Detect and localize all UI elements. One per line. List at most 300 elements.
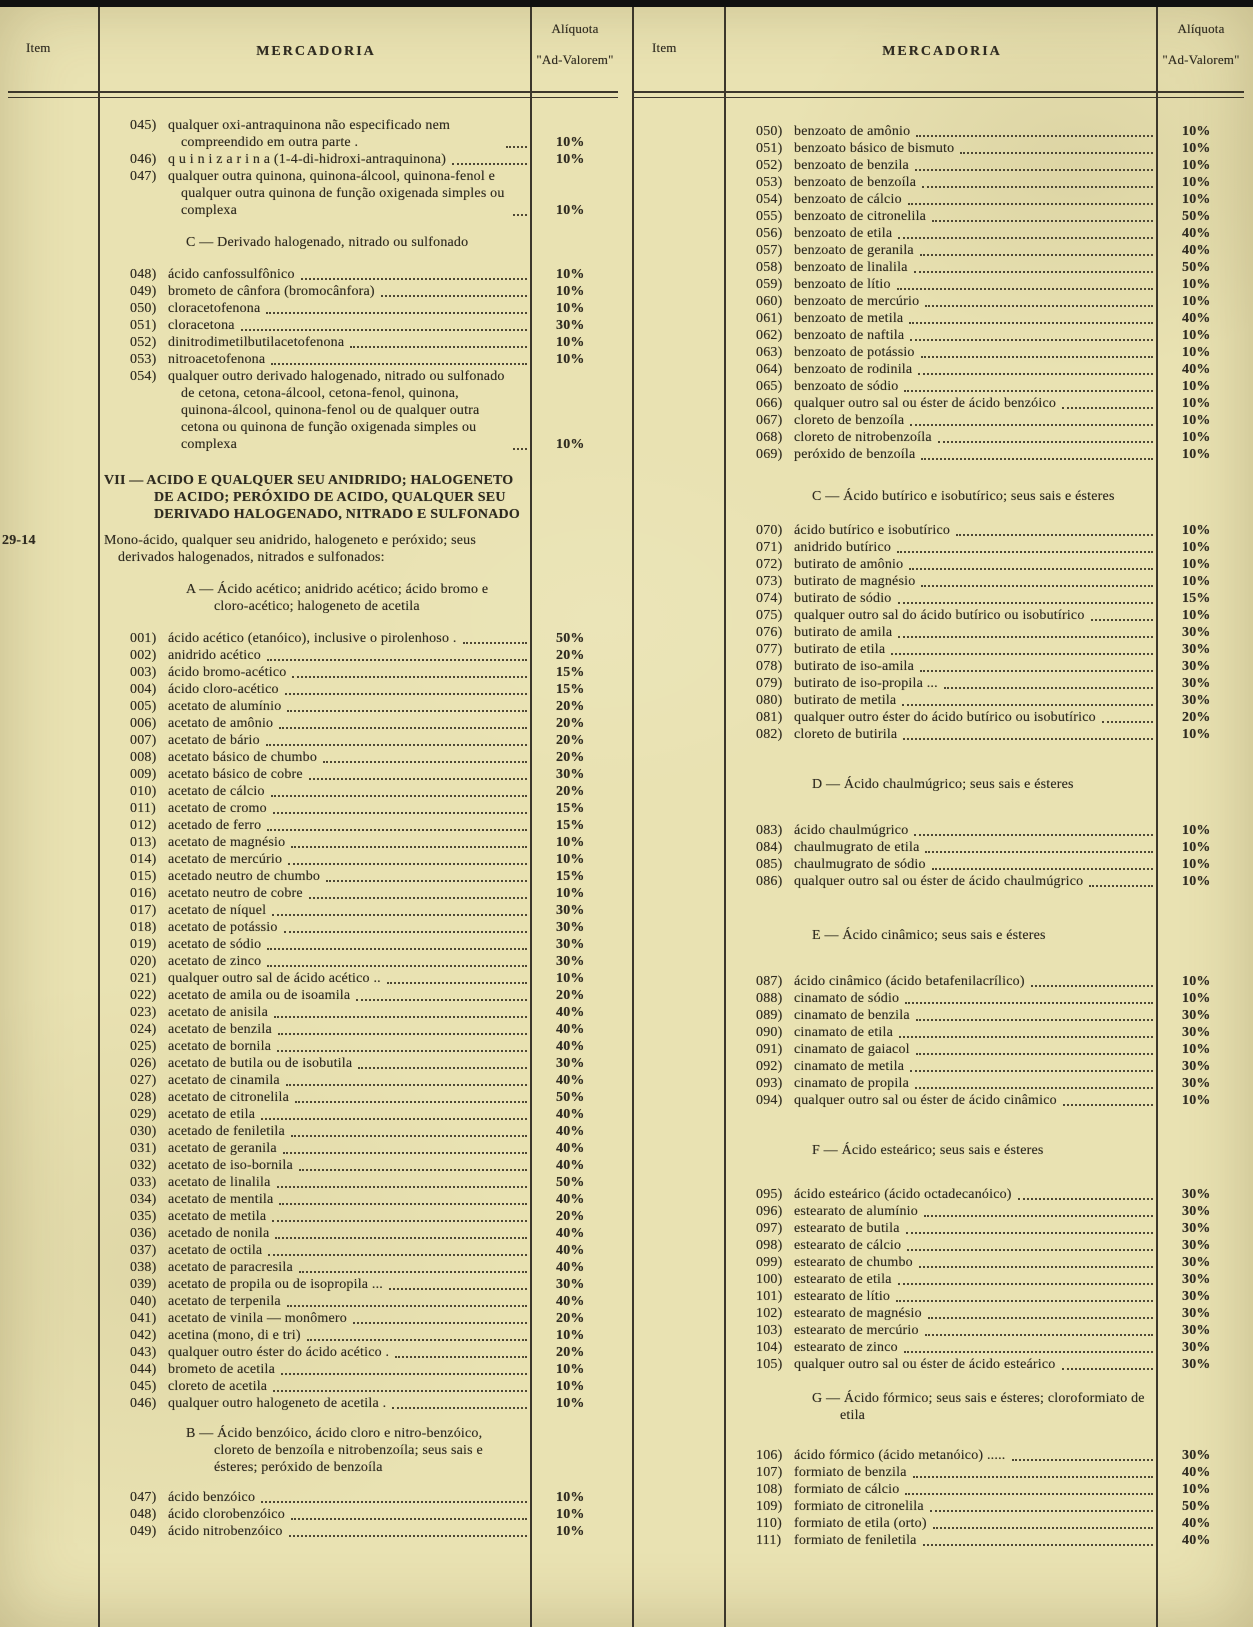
entry-description: anidrido butírico	[794, 540, 892, 555]
tariff-entry-row	[130, 987, 618, 1004]
entry-rate: 40%	[556, 1192, 585, 1207]
tariff-entry-row	[756, 1447, 1244, 1464]
entry-rate: 40%	[556, 1158, 585, 1173]
dot-leader	[350, 346, 527, 348]
entry-description: acetato de magnésio	[168, 835, 286, 850]
entry-rate: 10%	[556, 267, 585, 282]
dot-leader	[279, 727, 527, 729]
tariff-entry-row	[756, 1186, 1244, 1203]
dot-leader	[956, 534, 1153, 536]
entry-description: ácido bromo-acético	[168, 665, 287, 680]
entry-number: 057)	[756, 243, 783, 258]
entry-rate: 30%	[1182, 1076, 1211, 1091]
dot-leader	[898, 237, 1153, 239]
entry-number: 016)	[130, 886, 157, 901]
tariff-entry-row	[756, 344, 1244, 361]
dot-leader	[287, 1305, 527, 1307]
item-column-header: Item	[652, 40, 677, 55]
entry-rate: 40%	[1182, 1533, 1211, 1548]
entry-number: 091)	[756, 1042, 783, 1057]
entry-description: benzoato básico de bismuto	[794, 141, 955, 156]
tariff-entry-row	[756, 726, 1244, 743]
entry-rate: 30%	[1182, 1204, 1211, 1219]
entry-rate: 20%	[556, 784, 585, 799]
entry-rate: 10%	[1182, 727, 1211, 742]
tariff-entry-row	[130, 266, 618, 283]
entry-rate: 40%	[556, 1294, 585, 1309]
entry-rate: 30%	[556, 920, 585, 935]
entry-rate: 30%	[556, 318, 585, 333]
subsection-heading: G — Ácido fórmico; seus sais e ésteres; cloroformiato de etila	[812, 1391, 1145, 1423]
entry-rate: 40%	[556, 1073, 585, 1088]
dot-leader	[908, 203, 1153, 205]
mercadoria-header: MERCADORIA	[256, 44, 376, 59]
entry-rate: 50%	[1182, 209, 1211, 224]
tariff-entry-row	[756, 1464, 1244, 1481]
tariff-entry-row	[130, 919, 618, 936]
entry-rate: 10%	[1182, 379, 1211, 394]
tariff-entry-row	[130, 1106, 618, 1123]
entry-description: qualquer outro sal de ácido acético ..	[168, 971, 381, 986]
entry-number: 073)	[756, 574, 783, 589]
spacer	[756, 508, 1244, 522]
entry-number: 092)	[756, 1059, 783, 1074]
tariff-entry-row	[130, 1225, 618, 1242]
entry-rate: 10%	[1182, 840, 1211, 855]
entry-description: cinamato de sódio	[794, 991, 900, 1006]
tariff-entry-row	[756, 1271, 1244, 1288]
dot-leader	[914, 834, 1153, 836]
entry-description: acetato básico de cobre	[168, 767, 303, 782]
entry-description: acetato de propila ou de isopropila ...	[168, 1277, 384, 1292]
tariff-entry-row	[756, 174, 1244, 191]
tariff-entry-row	[756, 675, 1244, 692]
entry-number: 048)	[130, 1507, 157, 1522]
entry-number: 014)	[130, 852, 157, 867]
entry-description: estearato de alumínio	[794, 1204, 918, 1219]
entry-number: 053)	[130, 352, 157, 367]
spacer	[756, 796, 1244, 822]
entry-description: benzoato de etila	[794, 226, 893, 241]
entry-description: acetado de feniletila	[168, 1124, 285, 1139]
entry-description: ácido nitrobenzóico	[168, 1524, 283, 1539]
tariff-entry-row	[130, 1259, 618, 1276]
spacer	[130, 618, 618, 630]
entry-number: 079)	[756, 676, 783, 691]
tariff-entry-row	[756, 1220, 1244, 1237]
tariff-entry-row	[130, 1293, 618, 1310]
dot-leader	[267, 829, 527, 831]
entry-number: 089)	[756, 1008, 783, 1023]
entry-description: acetato de paracresila	[168, 1260, 293, 1275]
tariff-entry-row	[756, 539, 1244, 556]
entry-rate: 10%	[1182, 413, 1211, 428]
tariff-entry-row	[756, 1515, 1244, 1532]
entry-number: 009)	[130, 767, 157, 782]
tariff-entry-row	[130, 1123, 618, 1140]
entry-description: ácido clorobenzóico	[168, 1507, 285, 1522]
entry-description: butirato de amônio	[794, 557, 904, 572]
dot-leader	[286, 1084, 527, 1086]
entry-number: 015)	[130, 869, 157, 884]
entry-number: 007)	[130, 733, 157, 748]
entry-rate: 20%	[556, 733, 585, 748]
tariff-entry-row	[130, 1089, 618, 1106]
dot-leader	[921, 458, 1153, 460]
dot-leader	[916, 1053, 1153, 1055]
tariff-entry-row	[130, 715, 618, 732]
entry-number: 024)	[130, 1022, 157, 1037]
dot-leader	[910, 339, 1153, 341]
entry-rate: 30%	[1182, 1238, 1211, 1253]
entry-rate: 10%	[1182, 175, 1211, 190]
entry-rate: 15%	[556, 665, 585, 680]
dot-leader	[513, 448, 527, 450]
entry-number: 103)	[756, 1323, 783, 1338]
entry-number: 062)	[756, 328, 783, 343]
entry-description: qualquer outro sal ou éster de ácido chaulmúgrico	[794, 874, 1084, 889]
entry-description: cinamato de etila	[794, 1025, 894, 1040]
tariff-entry-row	[756, 1305, 1244, 1322]
dot-leader	[323, 761, 527, 763]
tariff-entry-row	[756, 590, 1244, 607]
entry-rate: 40%	[1182, 226, 1211, 241]
entry-number: 101)	[756, 1289, 783, 1304]
spacer	[756, 463, 1244, 485]
entry-number: 038)	[130, 1260, 157, 1275]
spacer	[756, 1427, 1244, 1447]
entry-description: acetato de citronelila	[168, 1090, 290, 1105]
entry-description: benzoato de benzila	[794, 158, 909, 173]
entry-number: 030)	[130, 1124, 157, 1139]
entry-rate: 40%	[556, 1226, 585, 1241]
dot-leader	[898, 636, 1153, 638]
entry-rate: 40%	[556, 1005, 585, 1020]
entry-rate: 30%	[1182, 1289, 1211, 1304]
entry-rate: 30%	[556, 937, 585, 952]
dot-leader	[960, 152, 1153, 154]
chapter-heading: VII — ACIDO E QUALQUER SEU ANIDRIDO; HALOGENETO DE ACIDO; PERÓXIDO DE ACIDO, QUALQUER SEU DERIVADO HALOGENADO, NITRADO E SULFONADO	[104, 473, 520, 522]
entry-description: benzoato de sódio	[794, 379, 899, 394]
tariff-entry-row	[756, 573, 1244, 590]
entry-rate: 10%	[1182, 277, 1211, 292]
tariff-entry-row	[130, 1506, 618, 1523]
entry-description: peróxido de benzoíla	[794, 447, 916, 462]
entry-description: estearato de magnésio	[794, 1306, 922, 1321]
item-column-header: Item	[26, 40, 51, 55]
tariff-entry-row	[130, 1021, 618, 1038]
entry-description: nitroacetofenona	[168, 352, 266, 367]
aliquota-header-line2: "Ad-Valorem"	[536, 52, 614, 67]
entry-number: 032)	[130, 1158, 157, 1173]
tariff-entry-row	[130, 817, 618, 834]
dot-leader	[1031, 985, 1153, 987]
dot-leader	[1062, 407, 1153, 409]
tariff-entry-row	[756, 1075, 1244, 1092]
entry-description: acetato de sódio	[168, 937, 262, 952]
entry-description: acetato de mercúrio	[168, 852, 283, 867]
entry-number: 037)	[130, 1243, 157, 1258]
tariff-entry-row	[130, 1038, 618, 1055]
header-double-rule	[8, 91, 618, 98]
dot-leader	[910, 424, 1153, 426]
entry-number: 094)	[756, 1093, 783, 1108]
entry-rate: 30%	[1182, 1025, 1211, 1040]
entry-number: 084)	[756, 840, 783, 855]
entry-rate: 10%	[1182, 874, 1211, 889]
entry-number: 034)	[130, 1192, 157, 1207]
subsection-heading: C — Ácido butírico e isobutírico; seus sais e ésteres	[812, 489, 1115, 504]
entry-description: benzoato de lítio	[794, 277, 891, 292]
entry-description: qualquer oxi-antraquinona não especificado nem compreendido em outra parte .	[168, 118, 451, 150]
entry-number: 108)	[756, 1482, 783, 1497]
tariff-entry-row	[756, 378, 1244, 395]
entry-rate: 10%	[1182, 1093, 1211, 1108]
entry-number: 019)	[130, 937, 157, 952]
entry-description: benzoato de benzoíla	[794, 175, 917, 190]
entry-description: acetado de ferro	[168, 818, 262, 833]
dot-leader	[281, 1373, 527, 1375]
entry-description: butirato de sódio	[794, 591, 892, 606]
entry-rate: 10%	[1182, 991, 1211, 1006]
entry-rate: 40%	[1182, 311, 1211, 326]
entry-description: estearato de butila	[794, 1221, 900, 1236]
tariff-entry-row	[130, 1140, 618, 1157]
tariff-entry-row	[130, 970, 618, 987]
entry-number: 045)	[130, 118, 157, 133]
entry-rate: 30%	[1182, 625, 1211, 640]
entry-number: 045)	[130, 1379, 157, 1394]
dot-leader	[287, 710, 527, 712]
tariff-entry-row	[756, 1058, 1244, 1075]
tariff-entry-row	[130, 783, 618, 800]
entry-rate: 30%	[1182, 1008, 1211, 1023]
entry-number: 065)	[756, 379, 783, 394]
dot-leader	[288, 863, 527, 865]
entry-rate: 10%	[556, 971, 585, 986]
tariff-entry-row	[130, 868, 618, 885]
dot-leader	[930, 1510, 1153, 1512]
entry-description: ácido cinâmico (ácido betafenilacrílico)	[794, 974, 1025, 989]
tariff-entry-row	[130, 1489, 618, 1506]
entry-number: 088)	[756, 991, 783, 1006]
entry-description: acetina (mono, di e tri)	[168, 1328, 301, 1343]
two-column-layout	[0, 7, 1253, 1627]
entry-description: cinamato de metila	[794, 1059, 905, 1074]
dot-leader	[395, 1356, 527, 1358]
entry-rate: 20%	[556, 699, 585, 714]
entry-description: acetato de potássio	[168, 920, 278, 935]
tariff-entry-row	[756, 361, 1244, 378]
dot-leader	[463, 642, 527, 644]
dot-leader	[268, 1254, 527, 1256]
entry-rate: 30%	[1182, 1187, 1211, 1202]
dot-leader	[904, 390, 1153, 392]
dot-leader	[266, 744, 527, 746]
dot-leader	[277, 1186, 527, 1188]
entry-rate: 40%	[1182, 1516, 1211, 1531]
dot-leader	[916, 135, 1153, 137]
dot-leader	[920, 254, 1153, 256]
entry-description: formiato de feniletila	[794, 1533, 917, 1548]
entry-number: 086)	[756, 874, 783, 889]
entry-rate: 10%	[556, 335, 585, 350]
subsection-heading: E — Ácido cinâmico; seus sais e ésteres	[812, 928, 1046, 943]
tariff-entry-row	[756, 873, 1244, 890]
dot-leader	[1089, 885, 1153, 887]
entry-number: 026)	[130, 1056, 157, 1071]
dot-leader	[392, 1407, 527, 1409]
dot-leader	[909, 568, 1153, 570]
entry-description: ácido butírico e isobutírico	[794, 523, 951, 538]
entry-rate: 30%	[1182, 1255, 1211, 1270]
spacer	[130, 1479, 618, 1489]
entry-rate: 30%	[1182, 1323, 1211, 1338]
mercadoria-header: MERCADORIA	[882, 44, 1002, 59]
header-double-rule	[634, 91, 1244, 98]
tariff-entry-row	[756, 208, 1244, 225]
entry-description: acetato de anisila	[168, 1005, 268, 1020]
dot-leader	[1063, 1104, 1153, 1106]
dot-leader	[271, 795, 527, 797]
entry-number: 077)	[756, 642, 783, 657]
dot-leader	[1062, 1368, 1154, 1370]
entry-description: acetato neutro de cobre	[168, 886, 303, 901]
entry-number: 033)	[130, 1175, 157, 1190]
entry-rate: 10%	[1182, 574, 1211, 589]
main-column	[726, 7, 1244, 1627]
entry-rate: 30%	[1182, 676, 1211, 691]
entry-number: 069)	[756, 447, 783, 462]
entry-description: acetato de vinila — monômero	[168, 1311, 347, 1326]
dot-leader	[513, 214, 527, 216]
entry-rate: 30%	[556, 1277, 585, 1292]
entry-description: qualquer outro éster do ácido butírico ou isobutírico	[794, 710, 1096, 725]
dot-leader	[1018, 1198, 1153, 1200]
tariff-entry-row	[130, 902, 618, 919]
entry-rate: 40%	[556, 1243, 585, 1258]
entry-rate: 20%	[556, 750, 585, 765]
tariff-entry-row	[130, 1327, 618, 1344]
entry-number: 003)	[130, 665, 157, 680]
entry-description: acetato de níquel	[168, 903, 267, 918]
entry-description: cinamato de propila	[794, 1076, 909, 1091]
dot-leader	[913, 1476, 1153, 1478]
entry-description: acetato de cinamila	[168, 1073, 280, 1088]
dot-leader	[267, 948, 527, 950]
entry-number: 029)	[130, 1107, 157, 1122]
entry-description: cloreto de acetila	[168, 1379, 268, 1394]
entry-description: qualquer outro halogeneto de acetila .	[168, 1396, 387, 1411]
entry-number: 083)	[756, 823, 783, 838]
entry-number: 028)	[130, 1090, 157, 1105]
dot-leader	[920, 670, 1153, 672]
entry-rate: 10%	[1182, 328, 1211, 343]
entry-rate: 15%	[1182, 591, 1211, 606]
entry-description: acetato de linalila	[168, 1175, 271, 1190]
entry-number: 041)	[130, 1311, 157, 1326]
entry-number: 011)	[130, 801, 156, 816]
tariff-entry-row	[756, 1092, 1244, 1109]
tariff-entry-row	[130, 117, 618, 151]
entry-rate: 10%	[1182, 141, 1211, 156]
tariff-entry-row	[756, 822, 1244, 839]
aliquota-header-line2: "Ad-Valorem"	[1162, 52, 1240, 67]
entry-number: 042)	[130, 1328, 157, 1343]
entry-description: benzoato de rodinila	[794, 362, 913, 377]
dot-leader	[921, 356, 1153, 358]
tariff-entry-row	[756, 140, 1244, 157]
entry-description: cloracetona	[168, 318, 235, 333]
entry-rate: 10%	[1182, 430, 1211, 445]
tariff-entry-row	[756, 293, 1244, 310]
dot-leader	[904, 1351, 1153, 1353]
entry-description: cinamato de gaiacol	[794, 1042, 910, 1057]
tariff-entry-row	[756, 856, 1244, 873]
entry-number: 001)	[130, 631, 157, 646]
entry-description: acetato de zinco	[168, 954, 262, 969]
entry-rate: 10%	[1182, 1042, 1211, 1057]
entry-rate: 10%	[1182, 823, 1211, 838]
entry-number: 021)	[130, 971, 157, 986]
entry-description: cloracetofenona	[168, 301, 261, 316]
entry-description: qualquer outro sal ou éster de ácido benzóico	[794, 396, 1057, 411]
entry-number: 025)	[130, 1039, 157, 1054]
subsection-heading: D — Ácido chaulmúgrico; seus sais e ésteres	[812, 777, 1074, 792]
dot-leader	[915, 169, 1153, 171]
tariff-entry-row	[756, 990, 1244, 1007]
entry-number: 010)	[130, 784, 157, 799]
dot-leader	[452, 163, 527, 165]
entry-number: 053)	[756, 175, 783, 190]
entry-rate: 30%	[1182, 693, 1211, 708]
tariff-entry-row	[756, 429, 1244, 446]
entry-rate: 10%	[1182, 540, 1211, 555]
dot-leader	[897, 288, 1153, 290]
aliquota-header-line1: Alíquota	[551, 21, 599, 36]
entry-number: 047)	[130, 169, 157, 184]
entry-number: 054)	[130, 369, 157, 384]
entry-number: 074)	[756, 591, 783, 606]
entry-rate: 30%	[556, 903, 585, 918]
left-entries-list	[2, 91, 618, 1550]
tariff-entry-row	[130, 630, 618, 647]
subsection-heading: B — Ácido benzóico, ácido cloro e nitro-benzóico, cloreto de benzoíla e nitrobenzoíla; seus sais e ésteres; peróxido de benzoíla	[186, 1426, 483, 1475]
entry-rate: 10%	[556, 152, 585, 167]
spacer	[130, 566, 618, 578]
entry-number: 035)	[130, 1209, 157, 1224]
dot-leader	[307, 1339, 527, 1341]
entry-description: formiato de cálcio	[794, 1482, 900, 1497]
dot-leader	[291, 846, 527, 848]
entry-number: 023)	[130, 1005, 157, 1020]
entry-description: estearato de lítio	[794, 1289, 891, 1304]
tariff-entry-row	[130, 1242, 618, 1259]
entry-number: 105)	[756, 1357, 783, 1372]
dot-leader	[1012, 1459, 1154, 1461]
entry-rate: 10%	[556, 1362, 585, 1377]
entry-description: qualquer outro sal ou éster de ácido cinâmico	[794, 1093, 1057, 1108]
tariff-entry-row	[130, 1361, 618, 1378]
entry-rate: 10%	[556, 135, 585, 150]
entry-rate: 30%	[1182, 1340, 1211, 1355]
tariff-entry-row	[756, 259, 1244, 276]
entry-number: 056)	[756, 226, 783, 241]
tariff-entry-row	[756, 1339, 1244, 1356]
entry-number: 078)	[756, 659, 783, 674]
tariff-entry-row	[756, 242, 1244, 259]
dot-leader	[283, 1152, 527, 1154]
